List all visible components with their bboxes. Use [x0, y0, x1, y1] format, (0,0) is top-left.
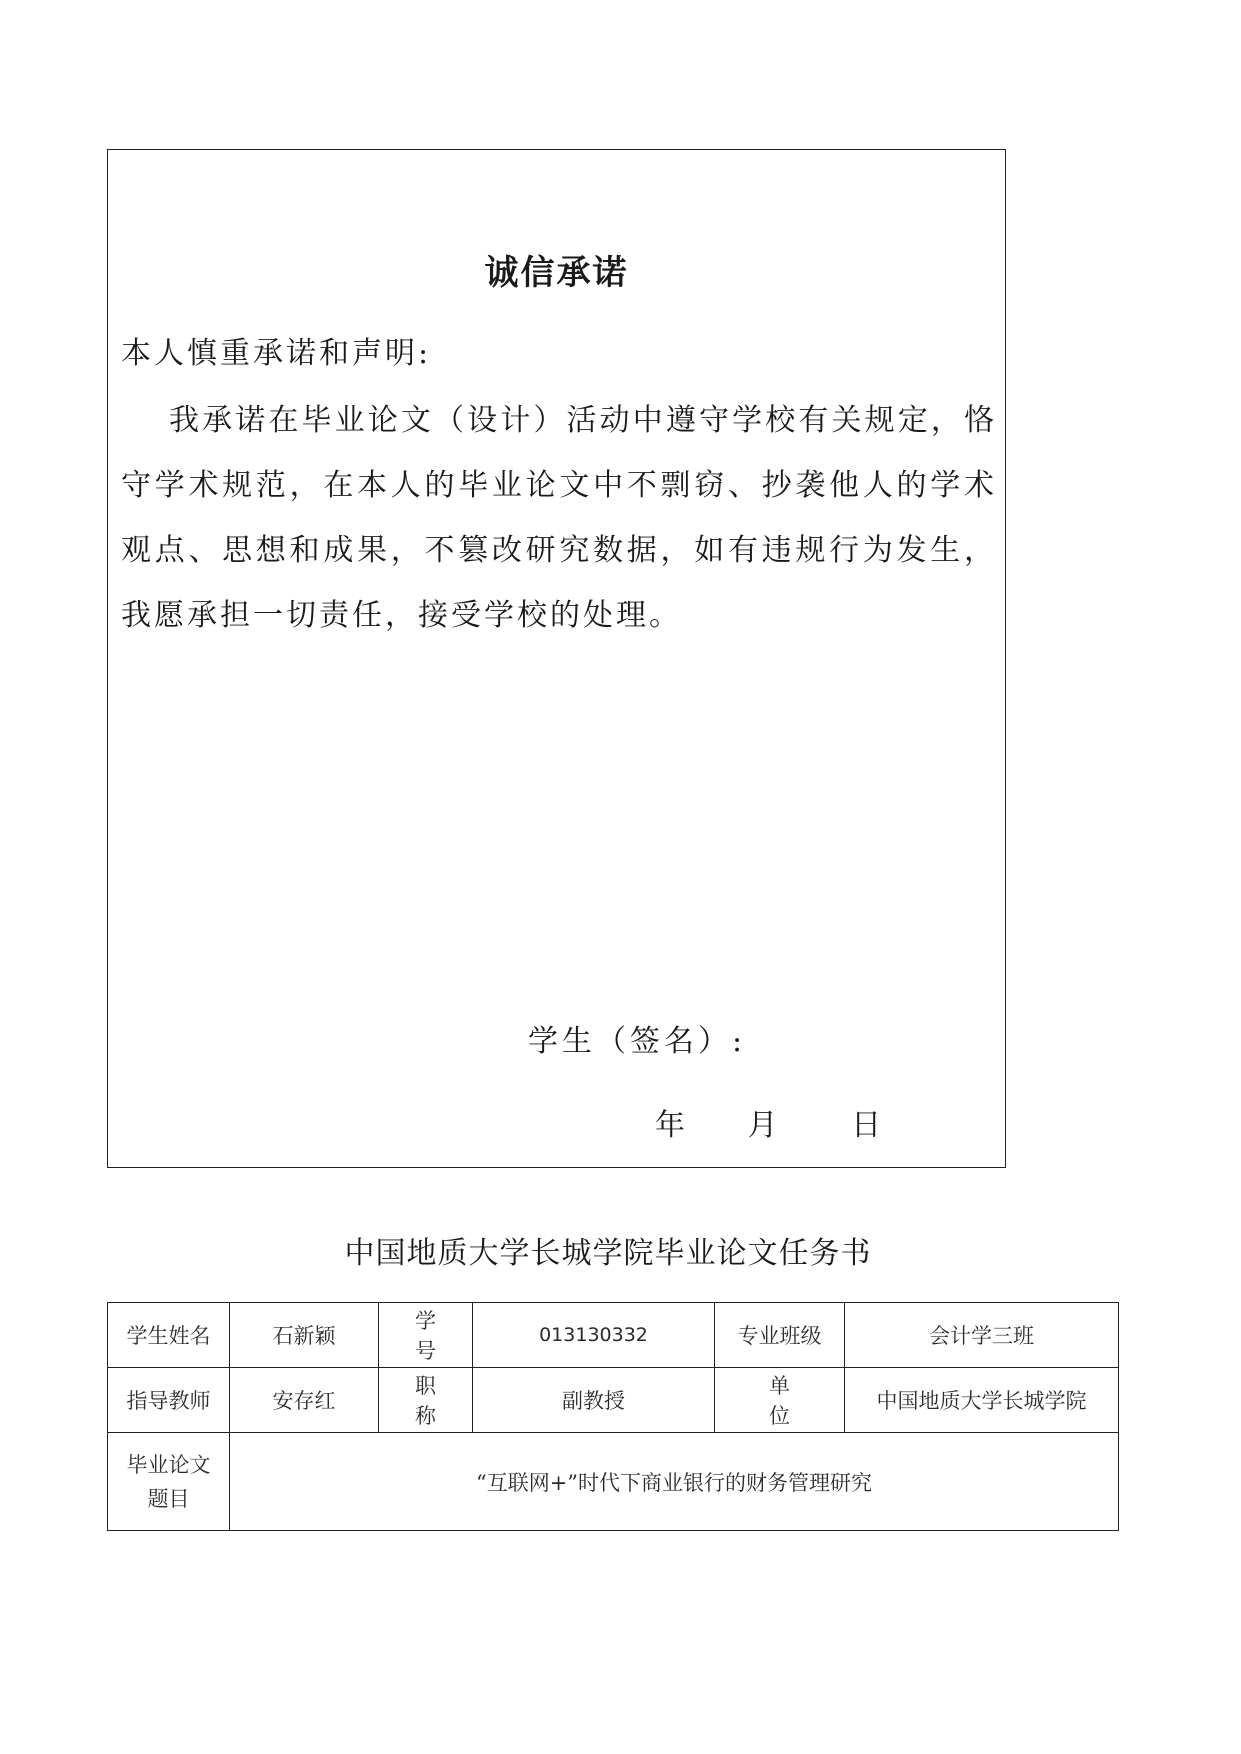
- signature-date: [655, 1100, 881, 1144]
- title-rank-label: 职 称: [379, 1368, 473, 1433]
- date-year-label: 年: [655, 1108, 685, 1143]
- pledge-title: 诚信承诺: [484, 253, 629, 293]
- thesis-title-value: “互联网+”时代下商业银行的财务管理研究: [230, 1433, 1119, 1531]
- student-name-label: 学生姓名: [108, 1303, 230, 1368]
- advisor-value: 安存红: [230, 1368, 379, 1433]
- thesis-title-label-line1: 毕业论文: [126, 1452, 211, 1477]
- student-id-label: 学 号: [379, 1303, 473, 1368]
- pledge-intro: 本人慎重承诺和声明:: [121, 336, 432, 371]
- thesis-title-label: [108, 1433, 230, 1531]
- table-row: [108, 1433, 1119, 1531]
- unit-label: 单 位: [715, 1368, 845, 1433]
- advisor-label: 指导教师: [108, 1368, 230, 1433]
- student-name-value: 石新颖: [230, 1303, 379, 1368]
- date-day-label: 日: [851, 1108, 882, 1143]
- date-month-label: 月: [747, 1108, 778, 1143]
- task-book-title: 中国地质大学长城学院毕业论文任务书: [344, 1236, 872, 1271]
- major-class-label: 专业班级: [715, 1303, 845, 1368]
- major-class-value: 会计学三班: [845, 1303, 1119, 1368]
- integrity-pledge-box: [107, 149, 1006, 1168]
- table-row: [108, 1303, 1119, 1368]
- student-signature-label: 学生（签名）:: [528, 1024, 747, 1059]
- table-row: [108, 1368, 1119, 1433]
- student-id-value: 013130332: [473, 1303, 715, 1368]
- pledge-body: 我承诺在毕业论文（设计）活动中遵守学校有关规定，恪守学术规范，在本人的毕业论文中不剽窃、抄袭他人的学术观点、思想和成果，不篡改研究数据，如有违规行为发生，我愿承担一切责任，接受学校的处理。: [121, 403, 997, 633]
- thesis-title-label-line2: 题目: [147, 1486, 190, 1511]
- title-rank-value: 副教授: [473, 1368, 715, 1433]
- unit-value: 中国地质大学长城学院: [845, 1368, 1119, 1433]
- task-book-table: [107, 1302, 1119, 1531]
